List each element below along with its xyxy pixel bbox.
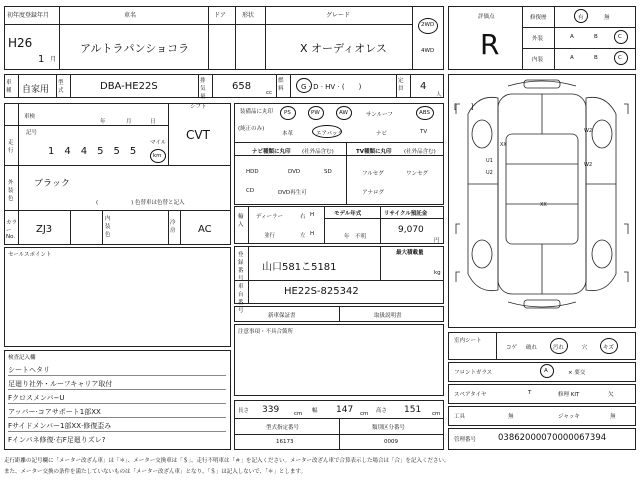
height-label: 高さ [376, 408, 388, 414]
inspector-line: アッパー·コアサポート1部XX [8, 404, 226, 418]
reg-value: 山口581こ5181 [262, 262, 337, 273]
nav-note: (社外品含む) [302, 149, 334, 155]
sales-label: セールスポイント [8, 252, 52, 258]
door-label: ドア [214, 12, 226, 19]
recycle-value: 9,070 [398, 225, 424, 235]
first-reg-label: 初年度登録年月 [7, 12, 50, 19]
disp-label: 排気量 [200, 78, 206, 100]
car-name: アルトラパンショコラ [80, 42, 190, 55]
width-unit: cm [360, 411, 369, 417]
control-value: 03862000070000067394 [498, 433, 607, 443]
length-label: 長さ [238, 408, 250, 414]
max-load-label: 最大積載量 [396, 250, 424, 256]
tv-fullseg: フルセグ [362, 171, 384, 177]
nav-dvd-play: DVD再生可 [278, 190, 307, 196]
width-value: 147 [336, 405, 354, 415]
repair-label: 修復歴 [530, 15, 547, 21]
import-left-h: H [310, 231, 315, 237]
model-year-value: 年 不明 [344, 234, 367, 240]
int-b: B [594, 55, 598, 61]
glass-a: A [544, 368, 548, 374]
model-label: 車名 [124, 12, 137, 19]
drive-4wd: 4WD [421, 48, 435, 54]
glass-replace: × 要交 [568, 370, 586, 376]
equip-tv: TV [420, 129, 428, 135]
ext-c: C [618, 34, 622, 40]
tv-note: (社外品含む) [404, 149, 436, 155]
exterior-label: 外装色 [8, 180, 14, 202]
odo-digit: 1 [48, 146, 55, 157]
insp-day: 日 [150, 119, 156, 125]
notes-label: 注意事項・不具合箇所 [238, 329, 294, 335]
nav-title: ナビ種類に丸印 [252, 149, 291, 155]
color-code-value: ZJ3 [36, 224, 53, 235]
seat-opt-yabure: 破れ [526, 345, 538, 351]
chassis-value: HE22S-825342 [284, 286, 359, 297]
fuel-options: G · D · HV · ( ) [301, 83, 362, 91]
equip-note: (純正のみ) [238, 126, 265, 132]
sales-point-block [4, 247, 231, 347]
inspector-line: Fクロスメンバ−U [8, 390, 226, 404]
use-label: 車種 [6, 80, 12, 94]
nav-hdd: HDD [246, 169, 259, 175]
seat-opt-koge: コゲ [506, 345, 518, 351]
first-reg-month: 1 [38, 54, 45, 65]
disp-unit: cc [266, 90, 273, 96]
import-parallel: 並行 [264, 233, 276, 239]
spare-kit: 修理 KIT [558, 392, 580, 398]
int-c: C [618, 55, 622, 61]
class-value: 0009 [384, 439, 398, 445]
car-diagram [448, 74, 636, 328]
equip-abs: ABS [419, 110, 430, 116]
seat-opt-stain: 汚れ [553, 345, 565, 351]
jack-label: ジャッキ [558, 414, 580, 420]
height-value: 151 [404, 405, 422, 415]
first-reg-month-unit: 月 [50, 56, 57, 63]
inspector-line: 足廻り社外・ルーフキャリア取付 [8, 376, 226, 390]
tv-oneseg: ワンセグ [406, 171, 429, 177]
import-label: 輸入 [238, 214, 244, 228]
diag-xx2: XX [540, 202, 547, 208]
unit-mile: マイル [150, 140, 167, 146]
disp-value: 658 [232, 81, 252, 92]
type-label: 型式 [58, 80, 64, 94]
length-unit: cm [294, 411, 303, 417]
ext-label: 外装 [532, 36, 544, 42]
score-value: R [480, 28, 500, 61]
seat-opt-hole: 穴 [582, 345, 588, 351]
drive-2wd: 2WD [421, 22, 435, 28]
diag-xx: XX [500, 142, 507, 148]
type-cert-label: 型式指定番号 [266, 425, 300, 431]
model-year-label: モデル年式 [334, 211, 362, 217]
color-code-label: カラーNo. [6, 220, 18, 240]
equip-airbag: エアバック [316, 131, 344, 137]
import-right-h: H [310, 212, 315, 218]
inspector-line: Fサイドメンバー1部XX·修復歪み [8, 418, 226, 432]
odo-digit: 4 [64, 146, 71, 157]
insp-month: 月 [126, 119, 132, 125]
score-label: 評価点 [478, 14, 495, 20]
int-a: A [570, 55, 574, 61]
cap-value: 4 [420, 81, 427, 92]
recycle-label: リサイクル預託金 [384, 211, 428, 217]
equip-sunroof: サンルーフ [366, 112, 393, 118]
recycle-unit: 円 [434, 238, 440, 244]
cap-label: 定員 [398, 78, 404, 92]
exterior-color-note: ( ) 色替車は色替と記入 [96, 200, 185, 206]
reg-label: 登録番号 [238, 252, 244, 282]
tools-value: 無 [508, 414, 514, 420]
diag-u2: U2 [486, 170, 493, 176]
repair-yes: 有 [578, 15, 584, 21]
ext-b: B [594, 34, 598, 40]
equip-title: 装備品に丸印 [240, 109, 274, 115]
repair-no: 無 [604, 15, 610, 21]
grade-label: グレード [326, 12, 351, 19]
class-label: 類別区分番号 [372, 425, 406, 431]
footer-line2: また、メーター交換の条件を満たしていないものは「メーター改ざん車」となり、「＄」は記入しないで、「＊」とします。 [4, 469, 306, 475]
equip-aw: AW [339, 110, 348, 116]
unit-km: km [153, 153, 162, 159]
height-unit: cm [432, 411, 441, 417]
inspector-line: Fインパネ修復·右F足廻りズレ? [8, 436, 106, 444]
type-cert-value: 16173 [276, 439, 294, 445]
tools-row [448, 406, 636, 426]
spare-none: 欠 [608, 392, 614, 398]
footer-line1: 走行距離の記号欄に「メーター改ざん車」は「＊」、メーター交換車は「＄」、走行不明車は「＃」を記入ください。メーター改ざん車で合算表示した場合は「合」を記入ください。 [4, 458, 450, 464]
import-left: 左 [300, 233, 306, 239]
chassis-label: 車台番号 [238, 284, 244, 314]
odo-digit: 4 [80, 146, 88, 157]
diag-w2b: W2 [584, 162, 593, 168]
car-insp-label: 車検 [24, 114, 36, 120]
spare-t: T [528, 390, 532, 396]
fuel-label: 燃料 [278, 78, 284, 92]
manual: 取扱説明書 [374, 313, 402, 319]
grade-value: X オーディオレス [300, 42, 387, 55]
jack-value: 無 [610, 414, 616, 420]
odo-digit: 5 [97, 146, 104, 157]
equip-leather: 本革 [282, 131, 294, 137]
odo-digit: 5 [129, 146, 137, 157]
ext-a: A [570, 34, 574, 40]
inspector-line: シートヘタリ [8, 362, 226, 376]
insp-year: 年 [100, 119, 106, 125]
odo-digit: 5 [113, 146, 120, 157]
diag-u1: U1 [486, 158, 493, 164]
spare-label: スペアタイヤ [454, 392, 487, 398]
odometer-digits [48, 146, 136, 157]
diag-bracket-tl: [ ] [454, 103, 474, 111]
ac-value: AC [198, 224, 212, 235]
inspector-label: 検査記入欄 [8, 355, 36, 361]
seat-opt-scratch: キズ [603, 345, 614, 351]
cap-unit: 人 [436, 92, 442, 98]
equip-ps: PS [284, 110, 291, 116]
nav-sd: SD [324, 169, 332, 175]
shift-label: シフト [190, 104, 207, 110]
equip-navi: ナビ [376, 131, 388, 137]
max-load-unit: kg [434, 270, 441, 276]
seat-label: 室内シート [454, 338, 482, 344]
glass-label: フロントガラス [454, 370, 493, 376]
import-right: 右 [300, 214, 306, 220]
import-dealer: ディーラー [256, 214, 284, 220]
shift-value: CVT [186, 128, 210, 142]
width-label: 幅 [312, 408, 318, 414]
shape-label: 形状 [242, 12, 255, 19]
run-label: 走行 [8, 140, 14, 154]
control-label: 管理番号 [454, 437, 477, 443]
use-value: 自家用 [22, 85, 50, 95]
int-label: 内装 [532, 57, 544, 63]
inspector-notes [8, 362, 226, 446]
exterior-color: ブラック [34, 179, 70, 189]
record-label: 記号 [26, 130, 38, 136]
nav-cd: CD [246, 188, 255, 194]
tv-analog: アナログ [362, 190, 385, 196]
first-reg-era: H26 [8, 36, 33, 50]
equip-pw: PW [311, 110, 320, 116]
new-car-cert: 新車保証書 [268, 313, 296, 319]
ac-label: 冷房 [170, 220, 176, 234]
tv-title: TV種類に丸印 [356, 149, 392, 155]
tools-label: 工具 [454, 414, 466, 420]
diag-w2: W2 [584, 128, 593, 134]
length-value: 339 [262, 405, 280, 415]
nav-dvd: DVD [288, 169, 301, 175]
interior-color-label: 内装色 [105, 216, 111, 238]
type-value: DBA-HE22S [100, 81, 158, 92]
